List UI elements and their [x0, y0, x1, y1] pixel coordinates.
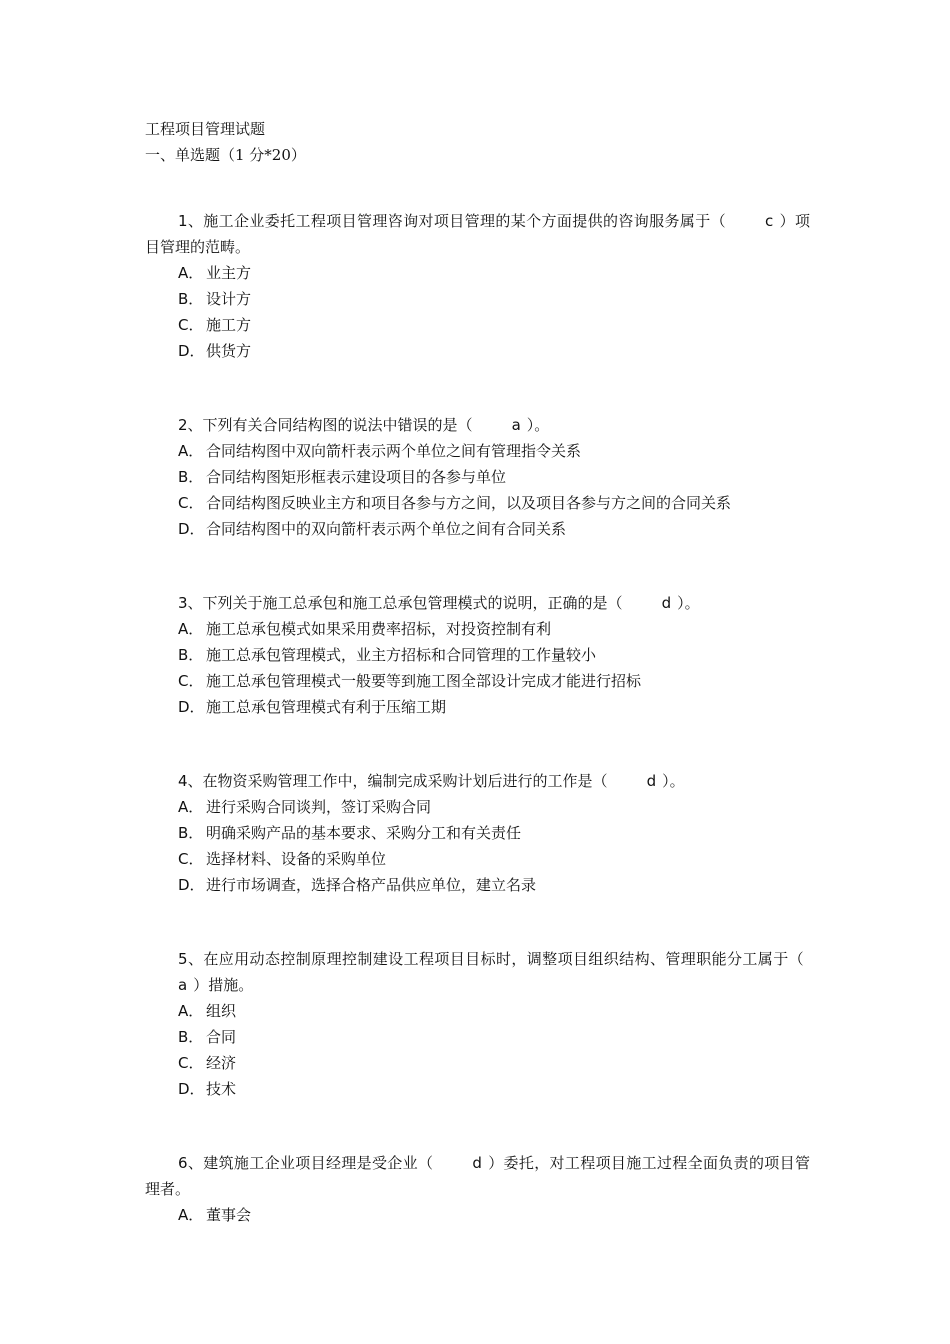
exam-document [145, 116, 810, 1228]
question-stem [145, 590, 810, 616]
option-c [145, 668, 810, 694]
question-text-before: 建筑施工企业项目经理是受企业（ [203, 1154, 434, 1172]
option-text: 施工总承包管理模式一般要等到施工图全部设计完成才能进行招标 [206, 672, 642, 690]
option-letter: C． [178, 672, 204, 690]
option-text: 施工方 [206, 316, 252, 334]
option-d [145, 872, 810, 898]
option-list [145, 438, 810, 542]
option-letter: B． [178, 646, 204, 664]
question-stem [145, 1150, 810, 1202]
question-number: 5、 [178, 950, 204, 968]
answer-value: a [178, 976, 188, 994]
question-number: 1、 [178, 212, 204, 230]
option-text: 合同结构图矩形框表示建设项目的各参与单位 [206, 468, 507, 486]
option-c [145, 846, 810, 872]
option-letter: C． [178, 316, 204, 334]
question-text-after: ）措施。 [193, 976, 254, 994]
option-letter: C． [178, 494, 204, 512]
option-letter: D． [178, 876, 205, 894]
option-letter: D． [178, 342, 205, 360]
option-a [145, 616, 810, 642]
option-letter: D． [178, 1080, 205, 1098]
question-text-after: ）。 [662, 772, 685, 790]
option-letter: D． [178, 698, 205, 716]
question-stem [145, 946, 810, 998]
option-text: 进行采购合同谈判，签订采购合同 [206, 798, 432, 816]
option-a [145, 1202, 810, 1228]
question-stem [145, 768, 810, 794]
option-text: 组织 [206, 1002, 237, 1020]
option-letter: A． [178, 798, 204, 816]
option-letter: B． [178, 468, 204, 486]
question-text-before: 下列关于施工总承包和施工总承包管理模式的说明，正确的是（ [202, 594, 623, 612]
question-1 [145, 208, 810, 364]
option-c [145, 312, 810, 338]
option-letter: A． [178, 1002, 204, 1020]
question-4 [145, 768, 810, 898]
option-d [145, 338, 810, 364]
document-title: 工程项目管理试题 [145, 120, 266, 138]
question-text-after: ）。 [526, 416, 550, 434]
option-list [145, 616, 810, 720]
option-letter: B． [178, 1028, 204, 1046]
option-letter: B． [178, 824, 204, 842]
answer-value: d [472, 1154, 482, 1172]
option-text: 合同结构图反映业主方和项目各参与方之间，以及项目各参与方之间的合同关系 [206, 494, 732, 512]
question-text-after: ）。 [677, 594, 700, 612]
question-number: 4、 [178, 772, 203, 790]
option-text: 供货方 [206, 342, 252, 360]
option-d [145, 516, 810, 542]
question-5 [145, 946, 810, 1102]
option-text: 合同 [206, 1028, 237, 1046]
question-text-before: 施工企业委托工程项目管理咨询对项目管理的某个方面提供的咨询服务属于（ [203, 212, 726, 230]
option-a [145, 260, 810, 286]
option-b [145, 642, 810, 668]
option-text: 施工总承包模式如果采用费率招标，对投资控制有利 [206, 620, 552, 638]
question-6 [145, 1150, 810, 1228]
question-stem [145, 208, 810, 260]
question-stem [145, 412, 810, 438]
option-letter: C． [178, 850, 204, 868]
option-a [145, 998, 810, 1024]
option-letter: A． [178, 442, 204, 460]
option-text: 施工总承包管理模式有利于压缩工期 [206, 698, 447, 716]
question-text-before: 下列有关合同结构图的说法中错误的是（ [202, 416, 473, 434]
option-b [145, 1024, 810, 1050]
option-list [145, 260, 810, 364]
option-text: 董事会 [206, 1206, 252, 1224]
question-number: 3、 [178, 594, 203, 612]
option-list [145, 1202, 810, 1228]
question-2 [145, 412, 810, 542]
question-text-before: 在应用动态控制原理控制建设工程项目目标时，调整项目组织结构、管理职能分工属于（ [203, 950, 804, 968]
option-letter: A． [178, 620, 204, 638]
option-letter: A． [178, 264, 204, 282]
option-c [145, 1050, 810, 1076]
option-b [145, 464, 810, 490]
option-a [145, 794, 810, 820]
option-text: 技术 [206, 1080, 237, 1098]
question-text-before: 在物资采购管理工作中，编制完成采购计划后进行的工作是（ [202, 772, 608, 790]
option-b [145, 286, 810, 312]
question-number: 2、 [178, 416, 203, 434]
option-text: 选择材料、设备的采购单位 [206, 850, 387, 868]
option-d [145, 694, 810, 720]
answer-value: d [646, 772, 657, 790]
answer-value: d [661, 594, 672, 612]
question-3 [145, 590, 810, 720]
option-text: 合同结构图中的双向箭杆表示两个单位之间有合同关系 [206, 520, 567, 538]
option-list [145, 998, 810, 1102]
option-text: 设计方 [206, 290, 252, 308]
option-list [145, 794, 810, 898]
option-a [145, 438, 810, 464]
answer-value: a [511, 416, 521, 434]
option-letter: A． [178, 1206, 204, 1224]
question-text-after: ）委托，对工程项目施工过程全面负责的项目管理者。 [145, 1154, 810, 1198]
question-text-after: ）项目管理的范畴。 [145, 212, 810, 256]
section-heading: 一、单选题（1 分*20） [145, 146, 306, 164]
option-text: 合同结构图中双向箭杆表示两个单位之间有管理指令关系 [206, 442, 582, 460]
option-b [145, 820, 810, 846]
option-text: 施工总承包管理模式，业主方招标和合同管理的工作量较小 [206, 646, 597, 664]
option-letter: D． [178, 520, 205, 538]
option-text: 业主方 [206, 264, 252, 282]
question-number: 6、 [178, 1154, 204, 1172]
option-d [145, 1076, 810, 1102]
option-letter: B． [178, 290, 204, 308]
option-text: 明确采购产品的基本要求、采购分工和有关责任 [206, 824, 522, 842]
option-c [145, 490, 810, 516]
option-text: 经济 [206, 1054, 237, 1072]
option-text: 进行市场调查，选择合格产品供应单位，建立名录 [206, 876, 537, 894]
option-letter: C． [178, 1054, 204, 1072]
answer-value: c [764, 212, 774, 230]
